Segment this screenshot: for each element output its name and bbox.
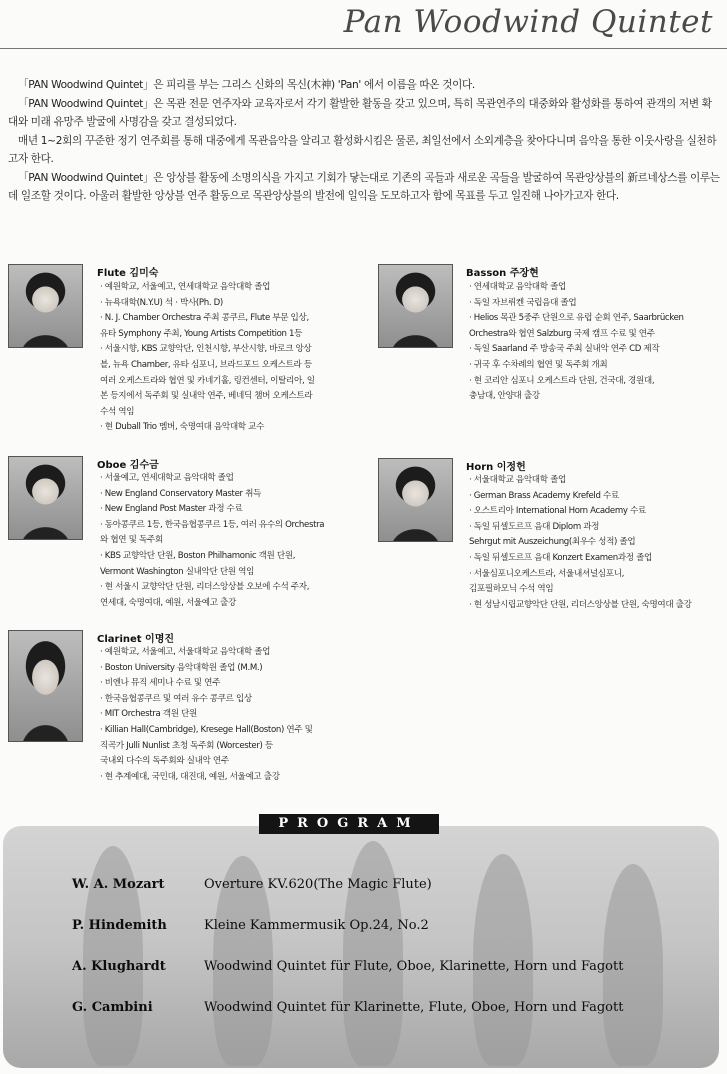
bio-line: · KBS 교향악단 단원, Boston Philhamonic 객원 단원, <box>100 550 296 561</box>
ensemble-photo-figure <box>343 841 403 1066</box>
bio-line: · German Brass Academy Krefeld 수료 <box>469 490 619 501</box>
bio-line: · 동아콩쿠르 1등, 한국음협콩쿠르 1등, 여러 유수의 Orchestra <box>100 519 325 530</box>
bio-line: · 현 추계예대, 국민대, 대진대, 예원, 서울예고 출강 <box>100 771 280 782</box>
program-work: Woodwind Quintet für Flute, Oboe, Klarinette, Horn und Fagott <box>204 959 624 974</box>
intro-paragraph: 매년 1~2회의 꾸준한 정기 연주회를 통해 대중에게 목관음악을 알리고 활성화시킴은 물론, 최일선에서 소외계층을 찾아다니며 음악을 통한 이웃사랑을 실천하고자 한다. <box>8 134 717 165</box>
bio-line: · 독일 뒤셀도르프 음대 Konzert Examen과정 졸업 <box>469 552 652 563</box>
bio-line: · New England Conservatory Master 취득 <box>100 488 261 499</box>
bio-line: · 서울심포니오케스트라, 서울내셔널심포니, <box>469 568 625 579</box>
bio-line: · 현 코리안 심포니 오케스트라 단원, 건국대, 경원대, <box>469 375 655 386</box>
bio-line: · 서울예고, 연세대학교 음악대학 졸업 <box>100 473 234 483</box>
bio-line: · Killian Hall(Cambridge), Kresege Hall(Boston) 연주 및 <box>100 724 313 735</box>
bio-line: 와 협연 및 독주회 <box>100 535 163 546</box>
member-bio-horn <box>469 473 692 613</box>
bio-line: 여러 오케스트라와 협연 및 카네기홀, 링컨센터, 이탈리아, 일 <box>100 375 315 386</box>
bio-line: 블, 뉴욕 Chamber, 유타 심포니, 브라드포드 오케스트라 등 <box>100 359 312 370</box>
bio-line: · 오스트리아 International Horn Academy 수료 <box>469 506 646 517</box>
bio-line: 연세대, 숙명여대, 예원, 서울예고 출강 <box>100 597 236 608</box>
member-photo-basson <box>378 264 453 348</box>
program-work: Kleine Kammermusik Op.24, No.2 <box>204 918 429 933</box>
bio-line: · Boston University 음악대학원 졸업 (M.M.) <box>100 662 263 673</box>
bio-line: · New England Post Master 과정 수료 <box>100 504 243 515</box>
member-photo-clarinet <box>8 630 83 742</box>
intro-paragraph: 「PAN Woodwind Quintet」은 피리를 부는 그리스 신화의 목신(木神) 'Pan' 에서 이름을 따온 것이다. <box>18 79 475 91</box>
program-composer: P. Hindemith <box>72 918 167 933</box>
header-divider <box>0 48 727 49</box>
member-name-horn: Horn 이정헌 <box>466 462 526 473</box>
member-photo-horn <box>378 458 453 542</box>
program-panel <box>3 826 719 1068</box>
bio-line: · 귀국 후 수차례의 협연 및 독주회 개최 <box>469 359 608 370</box>
member-name-basson: Basson 주장현 <box>466 268 539 279</box>
bio-line: · 비엔나 뮤직 세미나 수료 및 연주 <box>100 678 221 689</box>
bio-line: · 서울시향, KBS 교향악단, 인천시향, 부산시향, 바로크 앙상 <box>100 344 312 355</box>
bio-line: · 독일 Saarland 주 방송국 주최 실내악 연주 CD 제작 <box>469 344 660 355</box>
intro-text <box>8 76 720 206</box>
bio-line: Orchestra와 협연 Salzburg 국제 캠프 수료 및 연주 <box>469 328 655 339</box>
member-name-clarinet: Clarinet 이명진 <box>97 634 175 645</box>
bio-line: 수석 역임 <box>100 406 135 417</box>
bio-line: · 뉴욕대학(N.Y.U) 석 · 박사(Ph. D) <box>100 297 223 308</box>
bio-line: · 독일 자브뤼켄 국립음대 졸업 <box>469 297 577 308</box>
page-title: Pan Woodwind Quintet <box>343 4 713 40</box>
member-bio-flute <box>100 280 315 436</box>
bio-line: · MIT Orchestra 객원 단원 <box>100 709 197 720</box>
bio-line: · 현 성남시립교향악단 단원, 리더스앙상블 단원, 숙명여대 출강 <box>469 599 692 610</box>
member-photo-oboe <box>8 456 83 540</box>
bio-line: Sehrgut mit Auszeichung(최우수 성적) 졸업 <box>469 537 636 548</box>
member-name-oboe: Oboe 김수금 <box>97 460 159 471</box>
program-work: Woodwind Quintet für Klarinette, Flute, Oboe, Horn und Fagott <box>204 1000 624 1015</box>
bio-line: · N. J. Chamber Orchestra 주최 콩쿠르, Flute 부문 입상, <box>100 313 309 324</box>
member-bio-clarinet <box>100 645 313 785</box>
bio-line: Vermont Washington 실내악단 단원 역임 <box>100 566 255 577</box>
bio-line: · Helios 목관 5중주 단원으로 유럽 순회 연주, Saarbrücken <box>469 313 684 324</box>
bio-line: 유타 Symphony 주최, Young Artists Competition 1등 <box>100 328 303 339</box>
bio-line: 충남대, 안양대 출강 <box>469 391 540 402</box>
bio-line: · 서울대학교 음악대학 졸업 <box>469 475 566 485</box>
bio-line: · 예원학교, 서울예고, 연세대학교 음악대학 졸업 <box>100 282 271 292</box>
bio-line: 국내외 다수의 독주회와 실내악 연주 <box>100 756 229 767</box>
member-name-flute: Flute 김미숙 <box>97 268 159 279</box>
program-heading: PROGRAM <box>259 814 439 834</box>
bio-line: · 한국음협콩쿠르 및 여러 유수 콩쿠르 입상 <box>100 693 252 704</box>
bio-line: · 연세대학교 음악대학 졸업 <box>469 282 566 292</box>
bio-line: · 현 서울시 교향악단 단원, 리더스앙상블 오보에 수석 주자, <box>100 582 310 593</box>
intro-paragraph: 「PAN Woodwind Quintet」은 목관 전문 연주자와 교육자로서 각기 활발한 활동을 갖고 있으며, 특히 목관연주의 대중화와 활성화를 통하여 관객의 저변 확대와 미래 유망주 발굴에 사명감을 갖고 결성되었다. <box>8 97 712 128</box>
bio-line: 직곡가 Julli Nunlist 초청 독주회 (Worcester) 등 <box>100 740 273 751</box>
program-composer: W. A. Mozart <box>72 877 165 892</box>
member-photo-flute <box>8 264 83 348</box>
bio-line: 김포필하모닉 수석 역임 <box>469 584 554 595</box>
program-composer: A. Klughardt <box>72 959 166 974</box>
intro-paragraph: 「PAN Woodwind Quintet」은 앙상블 활동에 소명의식을 가지고 기회가 닿는대로 기존의 곡들과 새로운 곡들을 발굴하여 목관앙상블의 新르네상스를 이루는 데 일조할 것이다. 아울러 활발한 앙상블 연주 활동으로 목관앙상블의 발전에 일익을 도모하고자 함에 목표를 두고 일진해 나아가고자 한다. <box>8 171 720 202</box>
member-bio-oboe <box>100 471 324 611</box>
bio-line: · 예원학교, 서울예고, 서울대학교 음악대학 졸업 <box>100 647 271 657</box>
member-bio-basson <box>469 280 684 405</box>
bio-line: · 현 Duball Trio 멤버, 숙명여대 음악대학 교수 <box>100 422 265 433</box>
program-composer: G. Cambini <box>72 1000 153 1015</box>
bio-line: 본 등지에서 독주회 및 실내악 연주, 베네딕 챔버 오케스트라 <box>100 391 313 402</box>
program-work: Overture KV.620(The Magic Flute) <box>204 877 432 892</box>
bio-line: · 독일 뒤셀도르프 음대 Diplom 과정 <box>469 521 600 532</box>
